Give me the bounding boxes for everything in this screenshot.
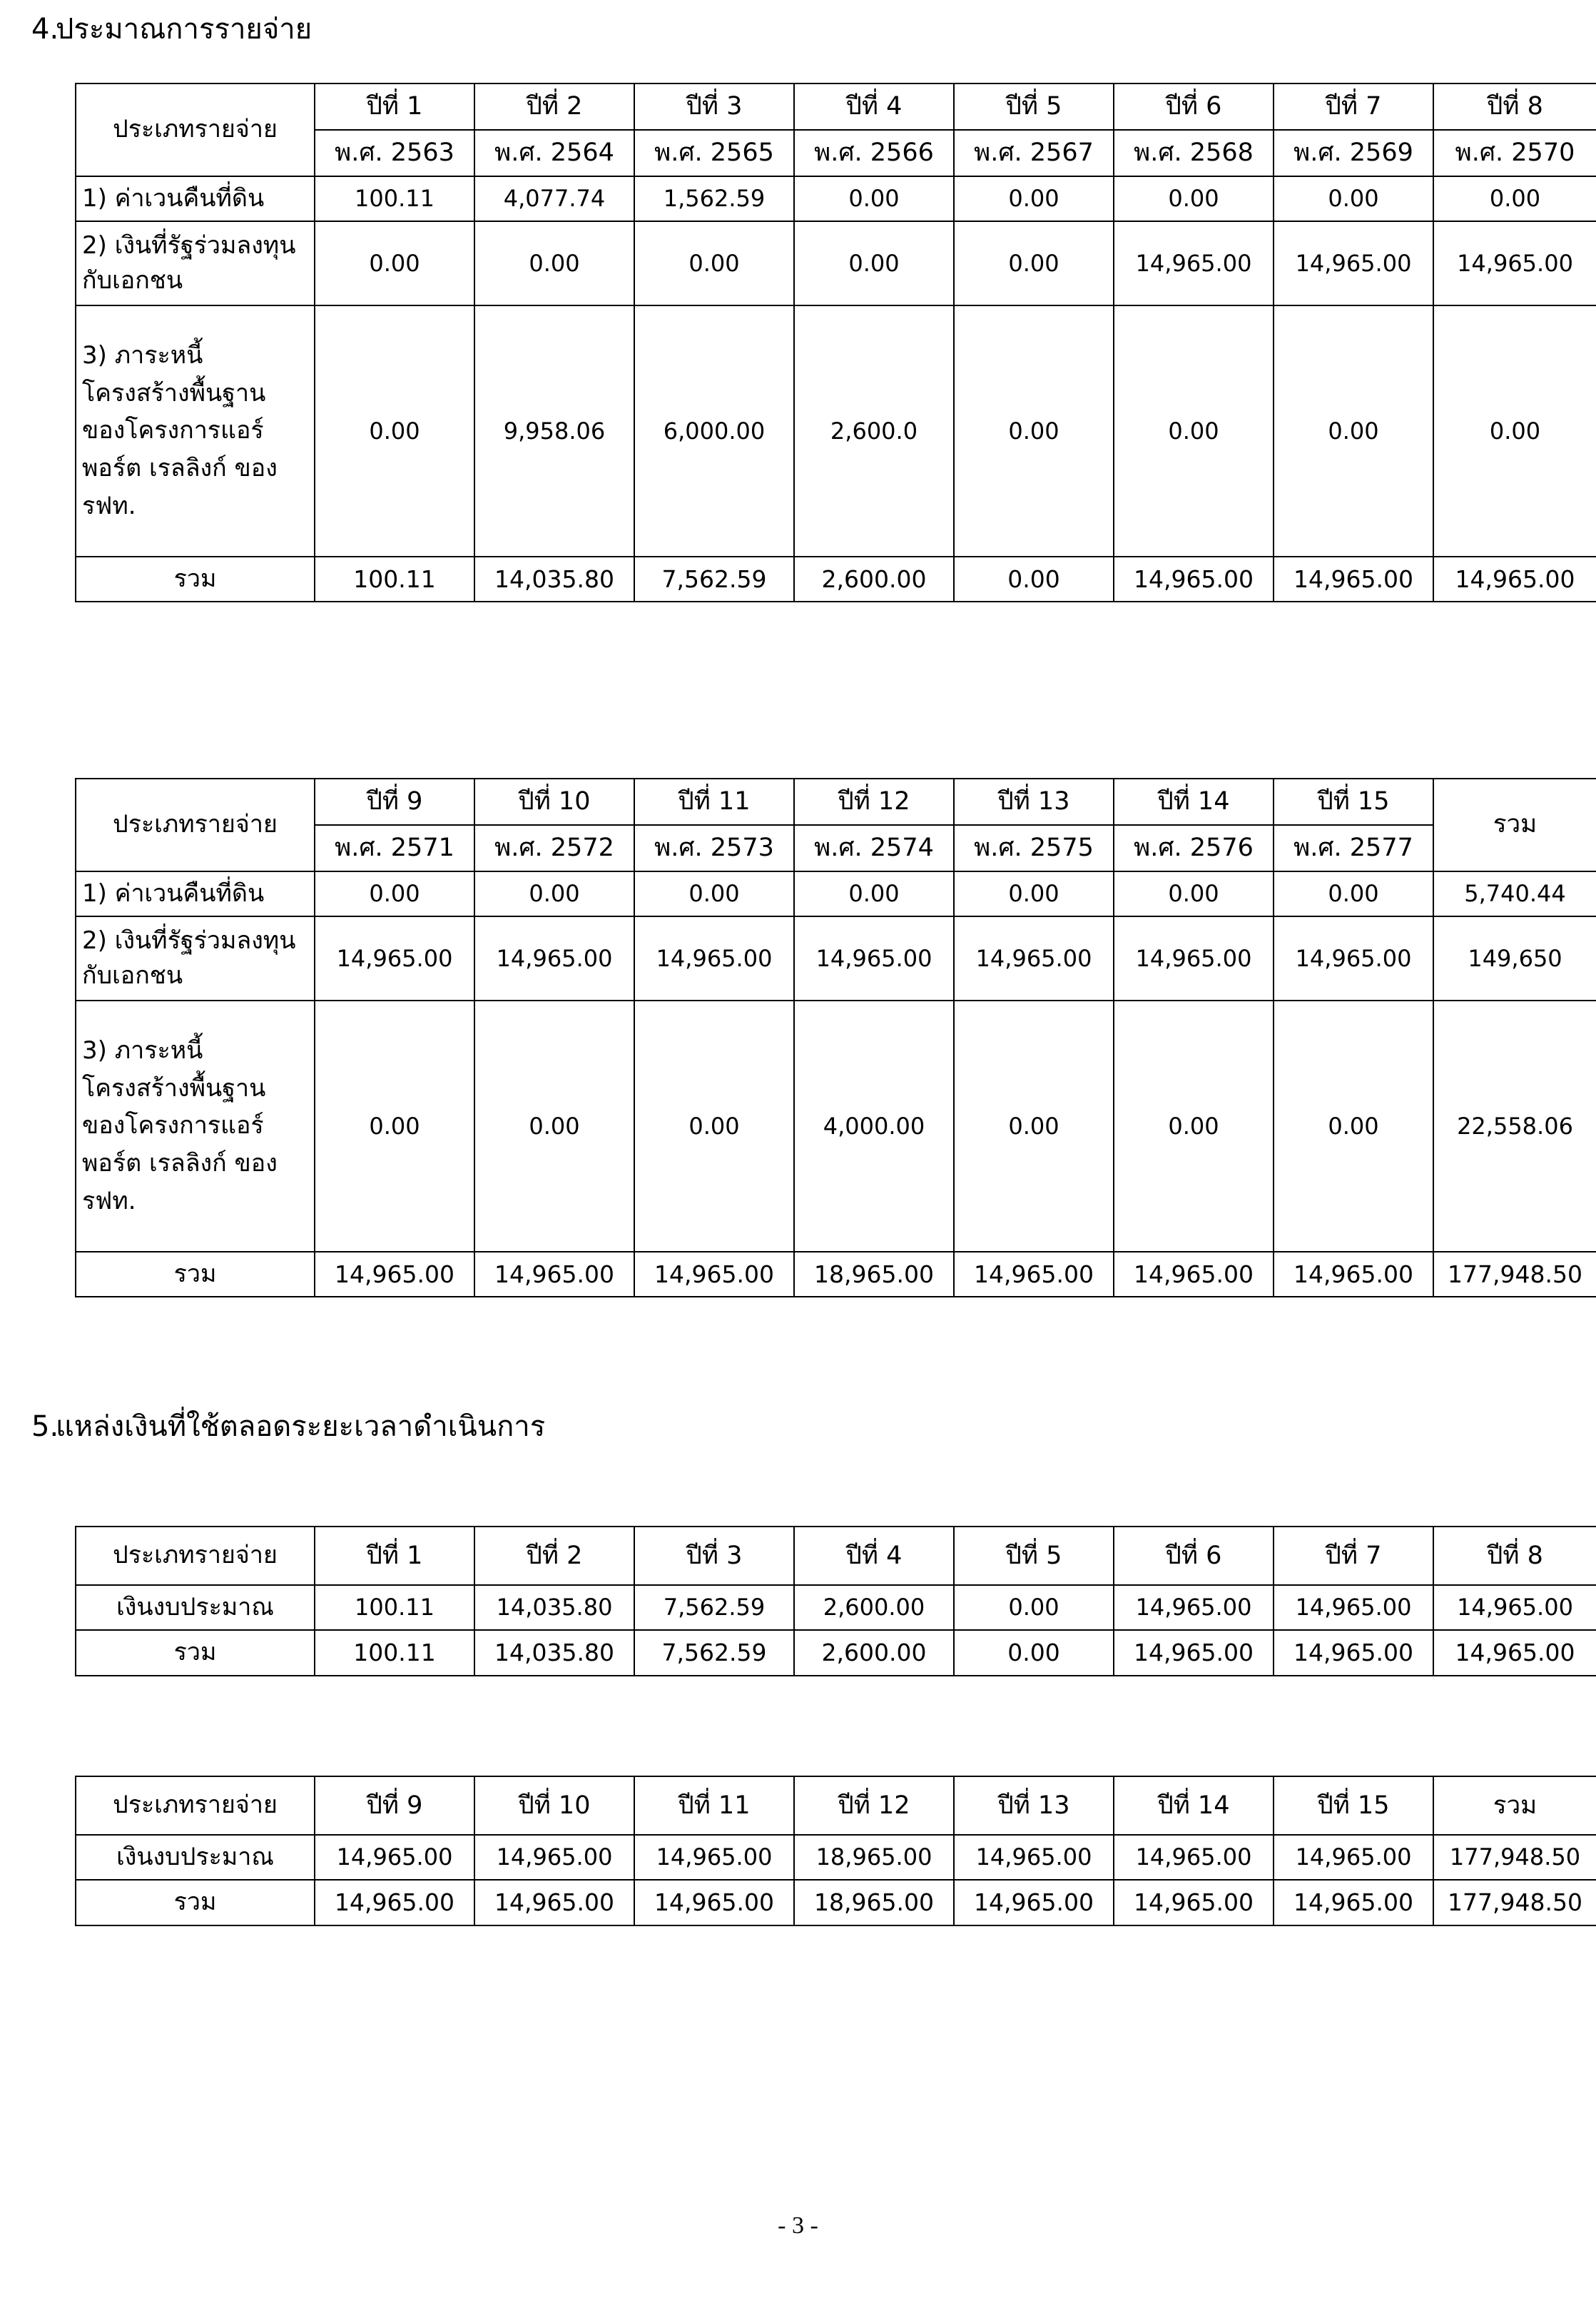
cell-total: 14,035.80 bbox=[474, 557, 634, 602]
table-row bbox=[76, 1001, 1596, 1252]
header-year-1: ปีที่ 1 bbox=[315, 1527, 474, 1585]
cell-value: 14,965.00 bbox=[1433, 221, 1596, 305]
cell-value: 0.00 bbox=[474, 1001, 634, 1252]
table-row bbox=[76, 221, 1596, 305]
cell-value: 4,077.74 bbox=[474, 176, 634, 221]
row-label-budget-funds: เงินงบประมาณ bbox=[76, 1585, 315, 1630]
cell-value: 100.11 bbox=[315, 176, 474, 221]
table-total-row bbox=[76, 1880, 1596, 1925]
header-year-7: ปีที่ 7 bbox=[1274, 1527, 1433, 1585]
cell-value: 0.00 bbox=[794, 221, 954, 305]
table-header-row bbox=[76, 1776, 1596, 1835]
cell-value: 18,965.00 bbox=[794, 1835, 954, 1880]
cell-row-total: 22,558.06 bbox=[1433, 1001, 1596, 1252]
table-total-row bbox=[76, 557, 1596, 602]
cell-total: 14,965.00 bbox=[315, 1252, 474, 1297]
header-grand-total: รวม bbox=[1433, 779, 1596, 871]
cell-total: 0.00 bbox=[954, 1630, 1114, 1675]
header-year-14: ปีที่ 14 bbox=[1114, 779, 1274, 825]
table-row bbox=[76, 305, 1596, 557]
table-row bbox=[76, 176, 1596, 221]
table-total-row bbox=[76, 1252, 1596, 1297]
header-year-12: ปีที่ 12 bbox=[794, 779, 954, 825]
cell-row-total: 177,948.50 bbox=[1433, 1835, 1596, 1880]
row-label-total: รวม bbox=[76, 557, 315, 602]
row-label-total: รวม bbox=[76, 1630, 315, 1675]
cell-total: 14,965.00 bbox=[954, 1252, 1114, 1297]
cell-value: 0.00 bbox=[474, 871, 634, 916]
section-4-number: 4. bbox=[31, 13, 59, 46]
header-year-11: ปีที่ 11 bbox=[634, 779, 794, 825]
cell-grand-total: 177,948.50 bbox=[1433, 1880, 1596, 1925]
cell-value: 14,965.00 bbox=[1274, 1835, 1433, 1880]
cell-value: 14,965.00 bbox=[1114, 221, 1274, 305]
cell-total: 14,965.00 bbox=[474, 1252, 634, 1297]
header-be-2573: พ.ศ. 2573 bbox=[634, 825, 794, 871]
expenditure-table-years-1-8-wrapper bbox=[75, 83, 1596, 602]
expenditure-table-years-1-8 bbox=[75, 83, 1596, 602]
table-row bbox=[76, 1835, 1596, 1880]
header-expense-type: ประเภทรายจ่าย bbox=[76, 1527, 315, 1585]
header-grand-total: รวม bbox=[1433, 1776, 1596, 1835]
section-4-heading bbox=[0, 10, 1498, 49]
cell-total: 14,965.00 bbox=[1274, 1630, 1433, 1675]
cell-value: 14,965.00 bbox=[634, 916, 794, 1001]
section-5-title: แหล่งเงินที่ใช้ตลอดระยะเวลาดำเนินการ bbox=[56, 1410, 546, 1443]
cell-total: 14,965.00 bbox=[954, 1880, 1114, 1925]
header-expense-type: ประเภทรายจ่าย bbox=[76, 779, 315, 871]
cell-value: 4,000.00 bbox=[794, 1001, 954, 1252]
section-5-heading bbox=[0, 1407, 1498, 1446]
header-be-2566: พ.ศ. 2566 bbox=[794, 130, 954, 176]
cell-total: 18,965.00 bbox=[794, 1252, 954, 1297]
cell-total: 100.11 bbox=[315, 557, 474, 602]
cell-value: 0.00 bbox=[1274, 1001, 1433, 1252]
cell-value: 0.00 bbox=[1274, 176, 1433, 221]
cell-total: 0.00 bbox=[954, 557, 1114, 602]
cell-value: 6,000.00 bbox=[634, 305, 794, 557]
cell-value: 0.00 bbox=[634, 871, 794, 916]
cell-total: 7,562.59 bbox=[634, 557, 794, 602]
cell-value: 14,035.80 bbox=[474, 1585, 634, 1630]
header-be-2577: พ.ศ. 2577 bbox=[1274, 825, 1433, 871]
cell-total: 14,965.00 bbox=[634, 1880, 794, 1925]
header-year-2: ปีที่ 2 bbox=[474, 1527, 634, 1585]
expenditure-table-years-9-15 bbox=[75, 778, 1596, 1297]
header-be-2571: พ.ศ. 2571 bbox=[315, 825, 474, 871]
header-year-10: ปีที่ 10 bbox=[474, 1776, 634, 1835]
cell-value: 0.00 bbox=[1114, 176, 1274, 221]
row-label-land-compensation: 1) ค่าเวนคืนที่ดิน bbox=[76, 176, 315, 221]
cell-value: 0.00 bbox=[474, 221, 634, 305]
table-row bbox=[76, 916, 1596, 1001]
cell-value: 14,965.00 bbox=[794, 916, 954, 1001]
header-year-8: ปีที่ 8 bbox=[1433, 83, 1596, 130]
row-label-total: รวม bbox=[76, 1252, 315, 1297]
cell-value: 0.00 bbox=[954, 1001, 1114, 1252]
cell-total: 14,965.00 bbox=[1114, 1252, 1274, 1297]
page-number: - 3 - bbox=[778, 2212, 818, 2239]
header-be-2572: พ.ศ. 2572 bbox=[474, 825, 634, 871]
cell-value: 0.00 bbox=[1274, 871, 1433, 916]
cell-value: 0.00 bbox=[954, 221, 1114, 305]
table-header-row-year bbox=[76, 779, 1596, 825]
cell-grand-total: 177,948.50 bbox=[1433, 1252, 1596, 1297]
table-row bbox=[76, 1585, 1596, 1630]
cell-value: 0.00 bbox=[634, 1001, 794, 1252]
funding-source-table-years-9-15 bbox=[75, 1776, 1596, 1926]
cell-value: 0.00 bbox=[954, 176, 1114, 221]
cell-value: 0.00 bbox=[794, 176, 954, 221]
cell-total: 2,600.00 bbox=[794, 557, 954, 602]
header-be-2574: พ.ศ. 2574 bbox=[794, 825, 954, 871]
header-be-2565: พ.ศ. 2565 bbox=[634, 130, 794, 176]
cell-value: 0.00 bbox=[1433, 305, 1596, 557]
cell-total: 14,965.00 bbox=[1114, 1880, 1274, 1925]
row-label-airport-rail-link-debt: 3) ภาระหนี้โครงสร้างพื้นฐานของโครงการแอร์พอร์ต เรลลิงก์ ของ รฟท. bbox=[76, 305, 315, 557]
header-year-5: ปีที่ 5 bbox=[954, 83, 1114, 130]
cell-value: 7,562.59 bbox=[634, 1585, 794, 1630]
header-year-14: ปีที่ 14 bbox=[1114, 1776, 1274, 1835]
cell-total: 7,562.59 bbox=[634, 1630, 794, 1675]
table-header-row-year bbox=[76, 83, 1596, 130]
cell-value: 2,600.0 bbox=[794, 305, 954, 557]
cell-value: 0.00 bbox=[794, 871, 954, 916]
header-year-9: ปีที่ 9 bbox=[315, 1776, 474, 1835]
header-year-5: ปีที่ 5 bbox=[954, 1527, 1114, 1585]
header-expense-type: ประเภทรายจ่าย bbox=[76, 83, 315, 176]
row-label-total: รวม bbox=[76, 1880, 315, 1925]
header-year-1: ปีที่ 1 bbox=[315, 83, 474, 130]
header-be-2563: พ.ศ. 2563 bbox=[315, 130, 474, 176]
expenditure-table-years-9-15-wrapper bbox=[75, 778, 1596, 1297]
header-year-13: ปีที่ 13 bbox=[954, 1776, 1114, 1835]
cell-value: 0.00 bbox=[1433, 176, 1596, 221]
header-year-12: ปีที่ 12 bbox=[794, 1776, 954, 1835]
cell-value: 14,965.00 bbox=[954, 1835, 1114, 1880]
header-be-2569: พ.ศ. 2569 bbox=[1274, 130, 1433, 176]
cell-value: 14,965.00 bbox=[1274, 221, 1433, 305]
cell-total: 14,965.00 bbox=[634, 1252, 794, 1297]
header-year-11: ปีที่ 11 bbox=[634, 1776, 794, 1835]
funding-source-table-years-9-15-wrapper bbox=[75, 1776, 1596, 1926]
header-expense-type: ประเภทรายจ่าย bbox=[76, 1776, 315, 1835]
header-be-2567: พ.ศ. 2567 bbox=[954, 130, 1114, 176]
header-year-9: ปีที่ 9 bbox=[315, 779, 474, 825]
row-label-state-coinvestment: 2) เงินที่รัฐร่วมลงทุนกับเอกชน bbox=[76, 221, 315, 305]
funding-source-table-years-1-8-wrapper bbox=[75, 1526, 1596, 1676]
row-label-land-compensation: 1) ค่าเวนคืนที่ดิน bbox=[76, 871, 315, 916]
cell-value: 1,562.59 bbox=[634, 176, 794, 221]
header-year-4: ปีที่ 4 bbox=[794, 83, 954, 130]
cell-value: 0.00 bbox=[315, 221, 474, 305]
header-year-7: ปีที่ 7 bbox=[1274, 83, 1433, 130]
header-year-6: ปีที่ 6 bbox=[1114, 1527, 1274, 1585]
row-label-state-coinvestment: 2) เงินที่รัฐร่วมลงทุนกับเอกชน bbox=[76, 916, 315, 1001]
cell-value: 0.00 bbox=[315, 305, 474, 557]
cell-value: 0.00 bbox=[954, 871, 1114, 916]
row-label-airport-rail-link-debt: 3) ภาระหนี้โครงสร้างพื้นฐานของโครงการแอร์พอร์ต เรลลิงก์ ของ รฟท. bbox=[76, 1001, 315, 1252]
header-year-2: ปีที่ 2 bbox=[474, 83, 634, 130]
cell-total: 14,965.00 bbox=[474, 1880, 634, 1925]
header-year-6: ปีที่ 6 bbox=[1114, 83, 1274, 130]
cell-value: 14,965.00 bbox=[634, 1835, 794, 1880]
section-5-number: 5. bbox=[31, 1410, 59, 1443]
cell-value: 14,965.00 bbox=[474, 1835, 634, 1880]
section-4-title: ประมาณการรายจ่าย bbox=[56, 13, 312, 46]
cell-value: 0.00 bbox=[315, 871, 474, 916]
header-be-2568: พ.ศ. 2568 bbox=[1114, 130, 1274, 176]
cell-total: 14,965.00 bbox=[1274, 1880, 1433, 1925]
cell-row-total: 5,740.44 bbox=[1433, 871, 1596, 916]
header-be-2576: พ.ศ. 2576 bbox=[1114, 825, 1274, 871]
cell-value: 0.00 bbox=[315, 1001, 474, 1252]
cell-value: 0.00 bbox=[634, 221, 794, 305]
cell-total: 18,965.00 bbox=[794, 1880, 954, 1925]
header-be-2575: พ.ศ. 2575 bbox=[954, 825, 1114, 871]
header-be-2570: พ.ศ. 2570 bbox=[1433, 130, 1596, 176]
cell-total: 14,965.00 bbox=[1433, 1630, 1596, 1675]
cell-value: 14,965.00 bbox=[1114, 1585, 1274, 1630]
cell-total: 14,965.00 bbox=[1274, 1252, 1433, 1297]
table-row bbox=[76, 871, 1596, 916]
cell-total: 14,965.00 bbox=[315, 1880, 474, 1925]
cell-value: 14,965.00 bbox=[1433, 1585, 1596, 1630]
header-year-13: ปีที่ 13 bbox=[954, 779, 1114, 825]
cell-value: 14,965.00 bbox=[1274, 1585, 1433, 1630]
cell-total: 2,600.00 bbox=[794, 1630, 954, 1675]
funding-source-table-years-1-8 bbox=[75, 1526, 1596, 1676]
cell-value: 0.00 bbox=[954, 305, 1114, 557]
header-year-3: ปีที่ 3 bbox=[634, 1527, 794, 1585]
cell-value: 0.00 bbox=[1114, 871, 1274, 916]
table-total-row bbox=[76, 1630, 1596, 1675]
header-year-10: ปีที่ 10 bbox=[474, 779, 634, 825]
cell-value: 14,965.00 bbox=[1274, 916, 1433, 1001]
cell-row-total: 149,650 bbox=[1433, 916, 1596, 1001]
cell-value: 14,965.00 bbox=[315, 1835, 474, 1880]
cell-value: 14,965.00 bbox=[1114, 916, 1274, 1001]
cell-value: 0.00 bbox=[1114, 1001, 1274, 1252]
cell-value: 0.00 bbox=[1114, 305, 1274, 557]
header-year-8: ปีที่ 8 bbox=[1433, 1527, 1596, 1585]
cell-value: 100.11 bbox=[315, 1585, 474, 1630]
cell-value: 9,958.06 bbox=[474, 305, 634, 557]
cell-value: 2,600.00 bbox=[794, 1585, 954, 1630]
cell-value: 14,965.00 bbox=[474, 916, 634, 1001]
header-year-15: ปีที่ 15 bbox=[1274, 1776, 1433, 1835]
cell-value: 14,965.00 bbox=[315, 916, 474, 1001]
cell-total: 14,965.00 bbox=[1433, 557, 1596, 602]
cell-value: 14,965.00 bbox=[954, 916, 1114, 1001]
cell-total: 14,965.00 bbox=[1114, 1630, 1274, 1675]
cell-value: 14,965.00 bbox=[1114, 1835, 1274, 1880]
header-be-2564: พ.ศ. 2564 bbox=[474, 130, 634, 176]
header-year-15: ปีที่ 15 bbox=[1274, 779, 1433, 825]
cell-total: 100.11 bbox=[315, 1630, 474, 1675]
cell-total: 14,965.00 bbox=[1114, 557, 1274, 602]
table-header-row bbox=[76, 1527, 1596, 1585]
header-year-3: ปีที่ 3 bbox=[634, 83, 794, 130]
cell-total: 14,965.00 bbox=[1274, 557, 1433, 602]
row-label-budget-funds: เงินงบประมาณ bbox=[76, 1835, 315, 1880]
header-year-4: ปีที่ 4 bbox=[794, 1527, 954, 1585]
cell-value: 0.00 bbox=[954, 1585, 1114, 1630]
cell-value: 0.00 bbox=[1274, 305, 1433, 557]
cell-total: 14,035.80 bbox=[474, 1630, 634, 1675]
